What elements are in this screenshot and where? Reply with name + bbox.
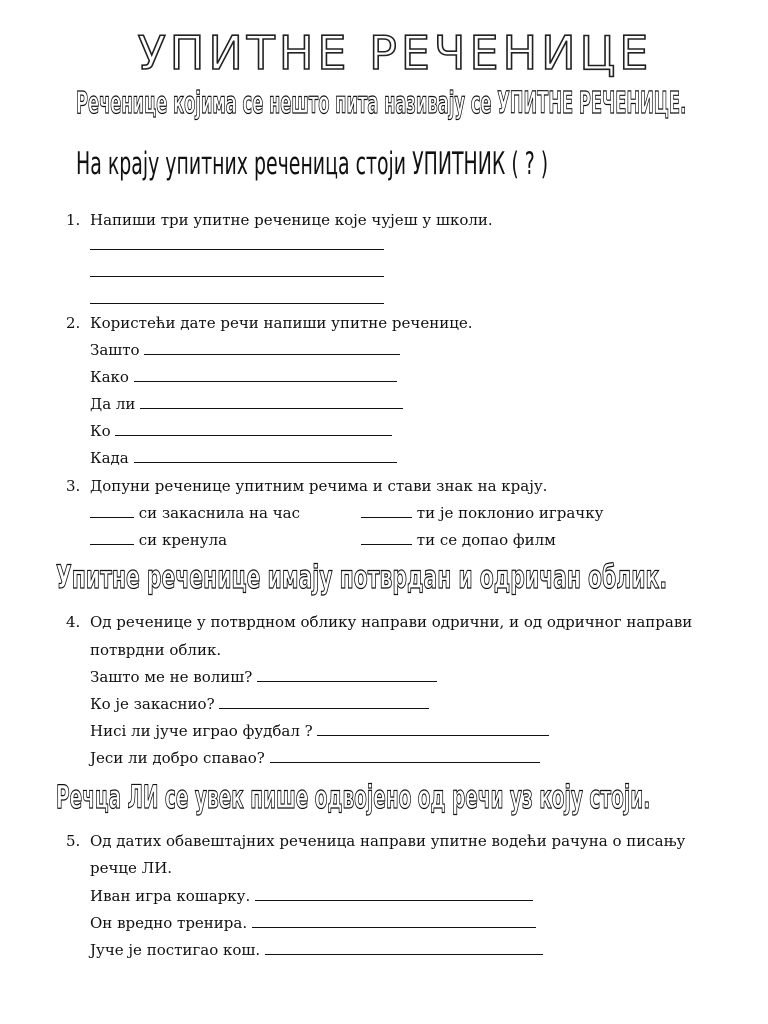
task-4-instruction: Од реченице у потврдном облику направи одрични, и од одричног направи xyxy=(90,613,693,631)
task-2-item: Да ли xyxy=(90,395,403,413)
task-2-item: Како xyxy=(90,368,397,386)
task-1-number: 1. xyxy=(66,211,81,229)
answer-line[interactable] xyxy=(90,504,134,518)
answer-line[interactable] xyxy=(90,290,384,308)
task-2-item: Када xyxy=(90,449,397,467)
answer-line[interactable] xyxy=(317,722,549,736)
task-2-item: Зашто xyxy=(90,341,400,359)
answer-line[interactable] xyxy=(90,531,134,545)
task-3-item: си кренула xyxy=(90,531,227,549)
rule-definition: Реченице којима се нешто пита називају се УПИТНЕ РЕЧЕНИЦЕ. xyxy=(76,86,687,121)
task-3-item: ти се допао филм xyxy=(361,531,556,549)
answer-line[interactable] xyxy=(270,749,540,763)
answer-line[interactable] xyxy=(361,504,412,518)
answer-line[interactable] xyxy=(90,263,384,281)
answer-line[interactable] xyxy=(134,449,397,463)
task-4-item: Зашто ме не волиш? xyxy=(90,668,437,686)
task-4-item: Нисi ли јуче играо фудбал ? xyxy=(90,722,549,740)
task-5-number: 5. xyxy=(66,832,81,850)
answer-line[interactable] xyxy=(115,422,392,436)
task-2-item: Ко xyxy=(90,422,392,440)
answer-line[interactable] xyxy=(219,695,429,709)
answer-line[interactable] xyxy=(257,668,437,682)
task-3-item: си закаснила на час xyxy=(90,504,300,522)
task-3-instruction: Допуни реченице упитним речима и стави знак на крају. xyxy=(90,477,548,495)
answer-line[interactable] xyxy=(134,368,397,382)
answer-line[interactable] xyxy=(90,236,384,254)
task-5-item: Иван игра кошарку. xyxy=(90,887,533,905)
task-2-instruction: Користећи дате речи напиши упитне реченице. xyxy=(90,314,473,332)
answer-line[interactable] xyxy=(252,914,536,928)
task-5-instruction-cont: речце ЛИ. xyxy=(90,859,173,877)
answer-line[interactable] xyxy=(255,887,533,901)
rule-forms: Упитне реченице имају потврдан и одричан облик. xyxy=(56,558,668,596)
task-4-instruction-cont: потврдни облик. xyxy=(90,641,222,659)
task-5-item: Јуче је постигао кош. xyxy=(90,941,543,959)
answer-line[interactable] xyxy=(265,941,543,955)
task-3-number: 3. xyxy=(66,477,81,495)
task-4-item: Јеси ли добро спавао? xyxy=(90,749,540,767)
task-4-number: 4. xyxy=(66,613,81,631)
task-5-instruction: Од датих обавештајних реченица направи упитне водећи рачуна о писању xyxy=(90,832,686,850)
task-4-item: Ко је закаснио? xyxy=(90,695,429,713)
rule-question-mark: На крају упитних реченица стоји УПИТНИК ( ? ) xyxy=(76,146,549,182)
task-5-item: Он вредно тренира. xyxy=(90,914,536,932)
answer-line[interactable] xyxy=(361,531,412,545)
task-3-item: ти је поклонио играчку xyxy=(361,504,603,522)
answer-line[interactable] xyxy=(140,395,403,409)
task-1-instruction: Напиши три упитне реченице које чујеш у школи. xyxy=(90,211,493,229)
answer-line[interactable] xyxy=(144,341,400,355)
rule-li-particle: Речца ЛИ се увек пише одвојено од речи уз коју стоји. xyxy=(56,778,651,816)
task-2-number: 2. xyxy=(66,314,81,332)
page-title: УПИТНЕ РЕЧЕНИЦЕ xyxy=(137,26,653,80)
